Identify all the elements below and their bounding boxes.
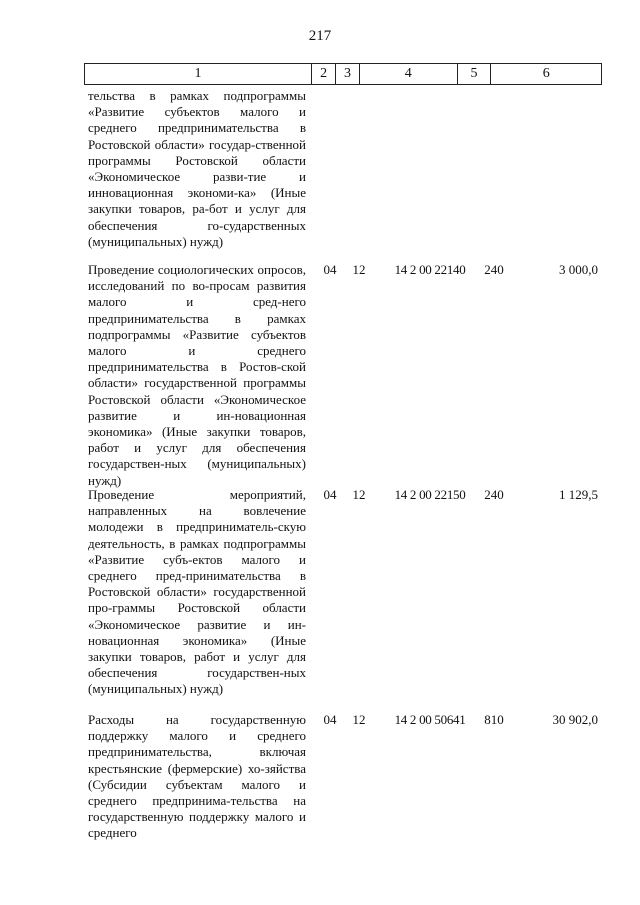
row-amount: 1 129,5: [559, 487, 598, 502]
row-subsection: 12: [352, 487, 366, 502]
row-target-code: 14 2 00 22140: [394, 262, 466, 277]
column-header-5: 5: [458, 64, 492, 84]
row-description: Проведение мероприятий, направленных на вовлечение молодежи в предприниматель-скую деятельность, в рамках подпрограммы «Развитие субъ-ектов малого и среднего пред-принимательства в Ростовской области» государственной про-граммы Ростовской области «Экономическое развитие и ин-новационная экономика» (Иные закупки товаров, работ и услуг для обеспечения государствен-ных (муниципальных) нужд): [88, 487, 306, 697]
row-expense-type: 240: [484, 487, 504, 502]
row-section: 04: [323, 487, 337, 502]
row-expense-type: 810: [484, 712, 504, 727]
row-target-code: 14 2 00 22150: [394, 487, 466, 502]
row-expense-type: 240: [484, 262, 504, 277]
column-header-1: 1: [85, 64, 312, 84]
column-header-4: 4: [360, 64, 458, 84]
page-number: 217: [308, 28, 332, 44]
row-subsection: 12: [352, 262, 366, 277]
row-amount: 30 902,0: [552, 712, 598, 727]
row-section: 04: [323, 262, 337, 277]
row-description: Расходы на государственную поддержку малого и среднего предпринимательства, включая крестьянские (фермерские) хо-зяйства (Субсидии субъектам малого и среднего предпринима-тельства на государственную поддержку малого и среднего: [88, 712, 306, 841]
row-section: 04: [323, 712, 337, 727]
column-header-6: 6: [542, 66, 550, 81]
row-target-code: 14 2 00 50641: [394, 712, 466, 727]
row-description: Проведение социологических опросов, исследований по во-просам развития малого и сред-него предпринимательства в рамках подпрограммы «Развитие субъектов малого и среднего предпринимательства в Ростов-ской области» государственной программы Ростовской области «Экономическое развитие и ин-новационная экономика» (Иные закупки товаров, работ и услуг для обеспечения государствен-ных (муниципальных) нужд): [88, 262, 306, 488]
column-header-3: 3: [336, 64, 360, 84]
table-header-row: [84, 63, 602, 85]
column-header-2: 2: [312, 64, 336, 84]
row-description: тельства в рамках подпрограммы «Развитие субъектов малого и среднего предпринимательства в Ростовской области» государ-ственной программы Ростовской области «Экономическое разви-тие и инновационная экономи-ка» (Иные закупки товаров, ра-бот и услуг для обеспечения го-сударственных (муниципальных) нужд): [88, 88, 306, 249]
row-subsection: 12: [352, 712, 366, 727]
row-amount: 3 000,0: [559, 262, 598, 277]
